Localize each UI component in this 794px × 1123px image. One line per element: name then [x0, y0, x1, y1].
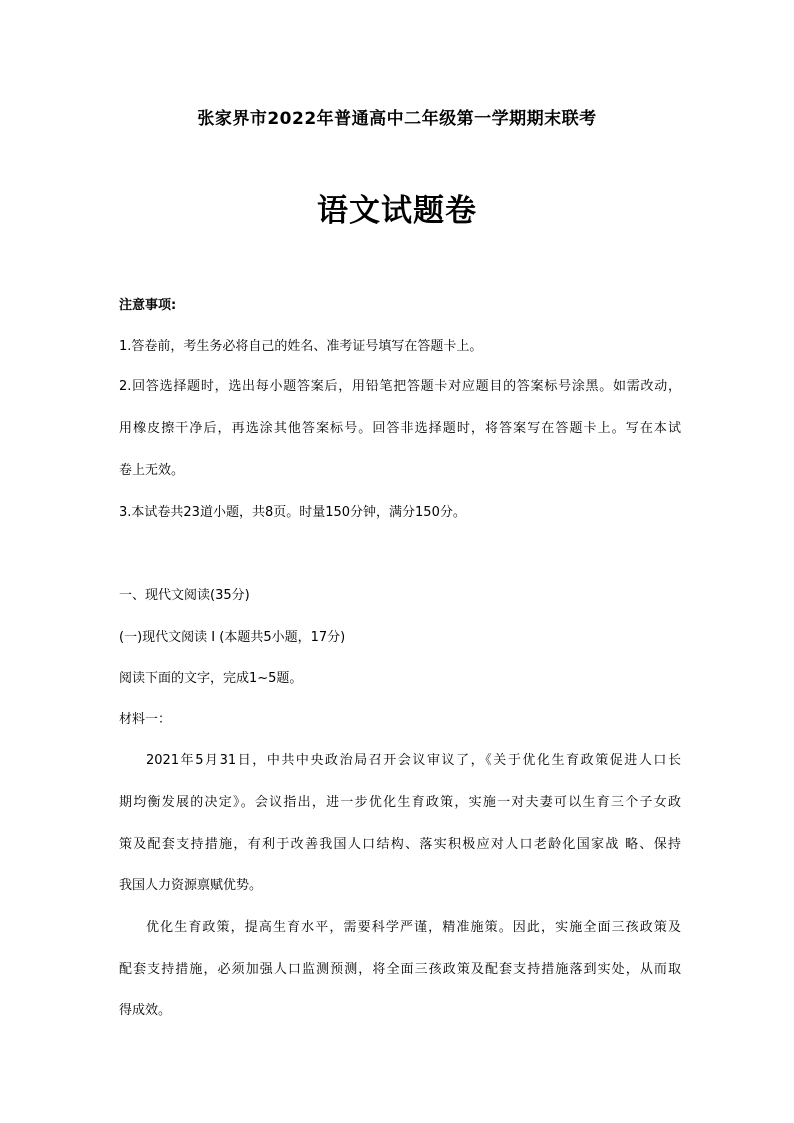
passage-p2-line-2: 配套支持措施，必须加强人口监测预测，将全面三孩政策及配套支持措施落到实处，从而取	[119, 962, 681, 977]
passage-p1-line-3: 策及配套支持措施，有利于改善我国人口结构、落实积极应对人口老龄化国家战 略、保持	[119, 837, 681, 852]
notice-item-3: 3.本试卷共23道小题，共8页。时量150分钟，满分150分。	[119, 505, 466, 520]
passage-p1-line-1: 2021年5月31日，中共中央政治局召开会议审议了，《关于优化生育政策促进人口长	[146, 753, 681, 768]
passage-p2-line-1: 优化生育政策，提高生育水平，需要科学严谨，精准施策。因此，实施全面三孩政策及	[146, 920, 681, 935]
notice-item-2-line-1: 2.回答选择题时，选出每小题答案后，用铅笔把答题卡对应题目的答案标号涂黑。如需改动，	[119, 379, 681, 394]
section-part-1: 一、现代文阅读(35分)	[119, 588, 250, 603]
notice-heading: 注意事项:	[119, 298, 177, 313]
exam-header: 张家界市2022年普通高中二年级第一学期期末联考	[197, 109, 597, 129]
passage-p1-line-4: 我国人力资源禀赋优势。	[119, 878, 263, 893]
material-label: 材料一：	[119, 712, 172, 727]
notice-item-1: 1.答卷前，考生务必将自己的姓名、准考证号填写在答题卡上。	[119, 339, 483, 354]
reading-instruction: 阅读下面的文字，完成1~5题。	[119, 671, 303, 686]
passage-p1-line-2: 期均衡发展的决定》。会议指出，进一步优化生育政策，实施一对夫妻可以生育三个子女政	[119, 795, 681, 810]
passage-p2-line-3: 得成效。	[119, 1003, 172, 1018]
notice-item-2-line-3: 卷上无效。	[119, 463, 185, 478]
notice-item-2-line-2: 用橡皮擦干净后，再选涂其他答案标号。回答非选择题时，将答案写在答题卡上。写在本试	[119, 421, 681, 436]
section-sub-1: (一)现代文阅读 I (本题共5小题，17分)	[119, 630, 346, 645]
paper-title: 语文试题卷	[317, 193, 477, 229]
